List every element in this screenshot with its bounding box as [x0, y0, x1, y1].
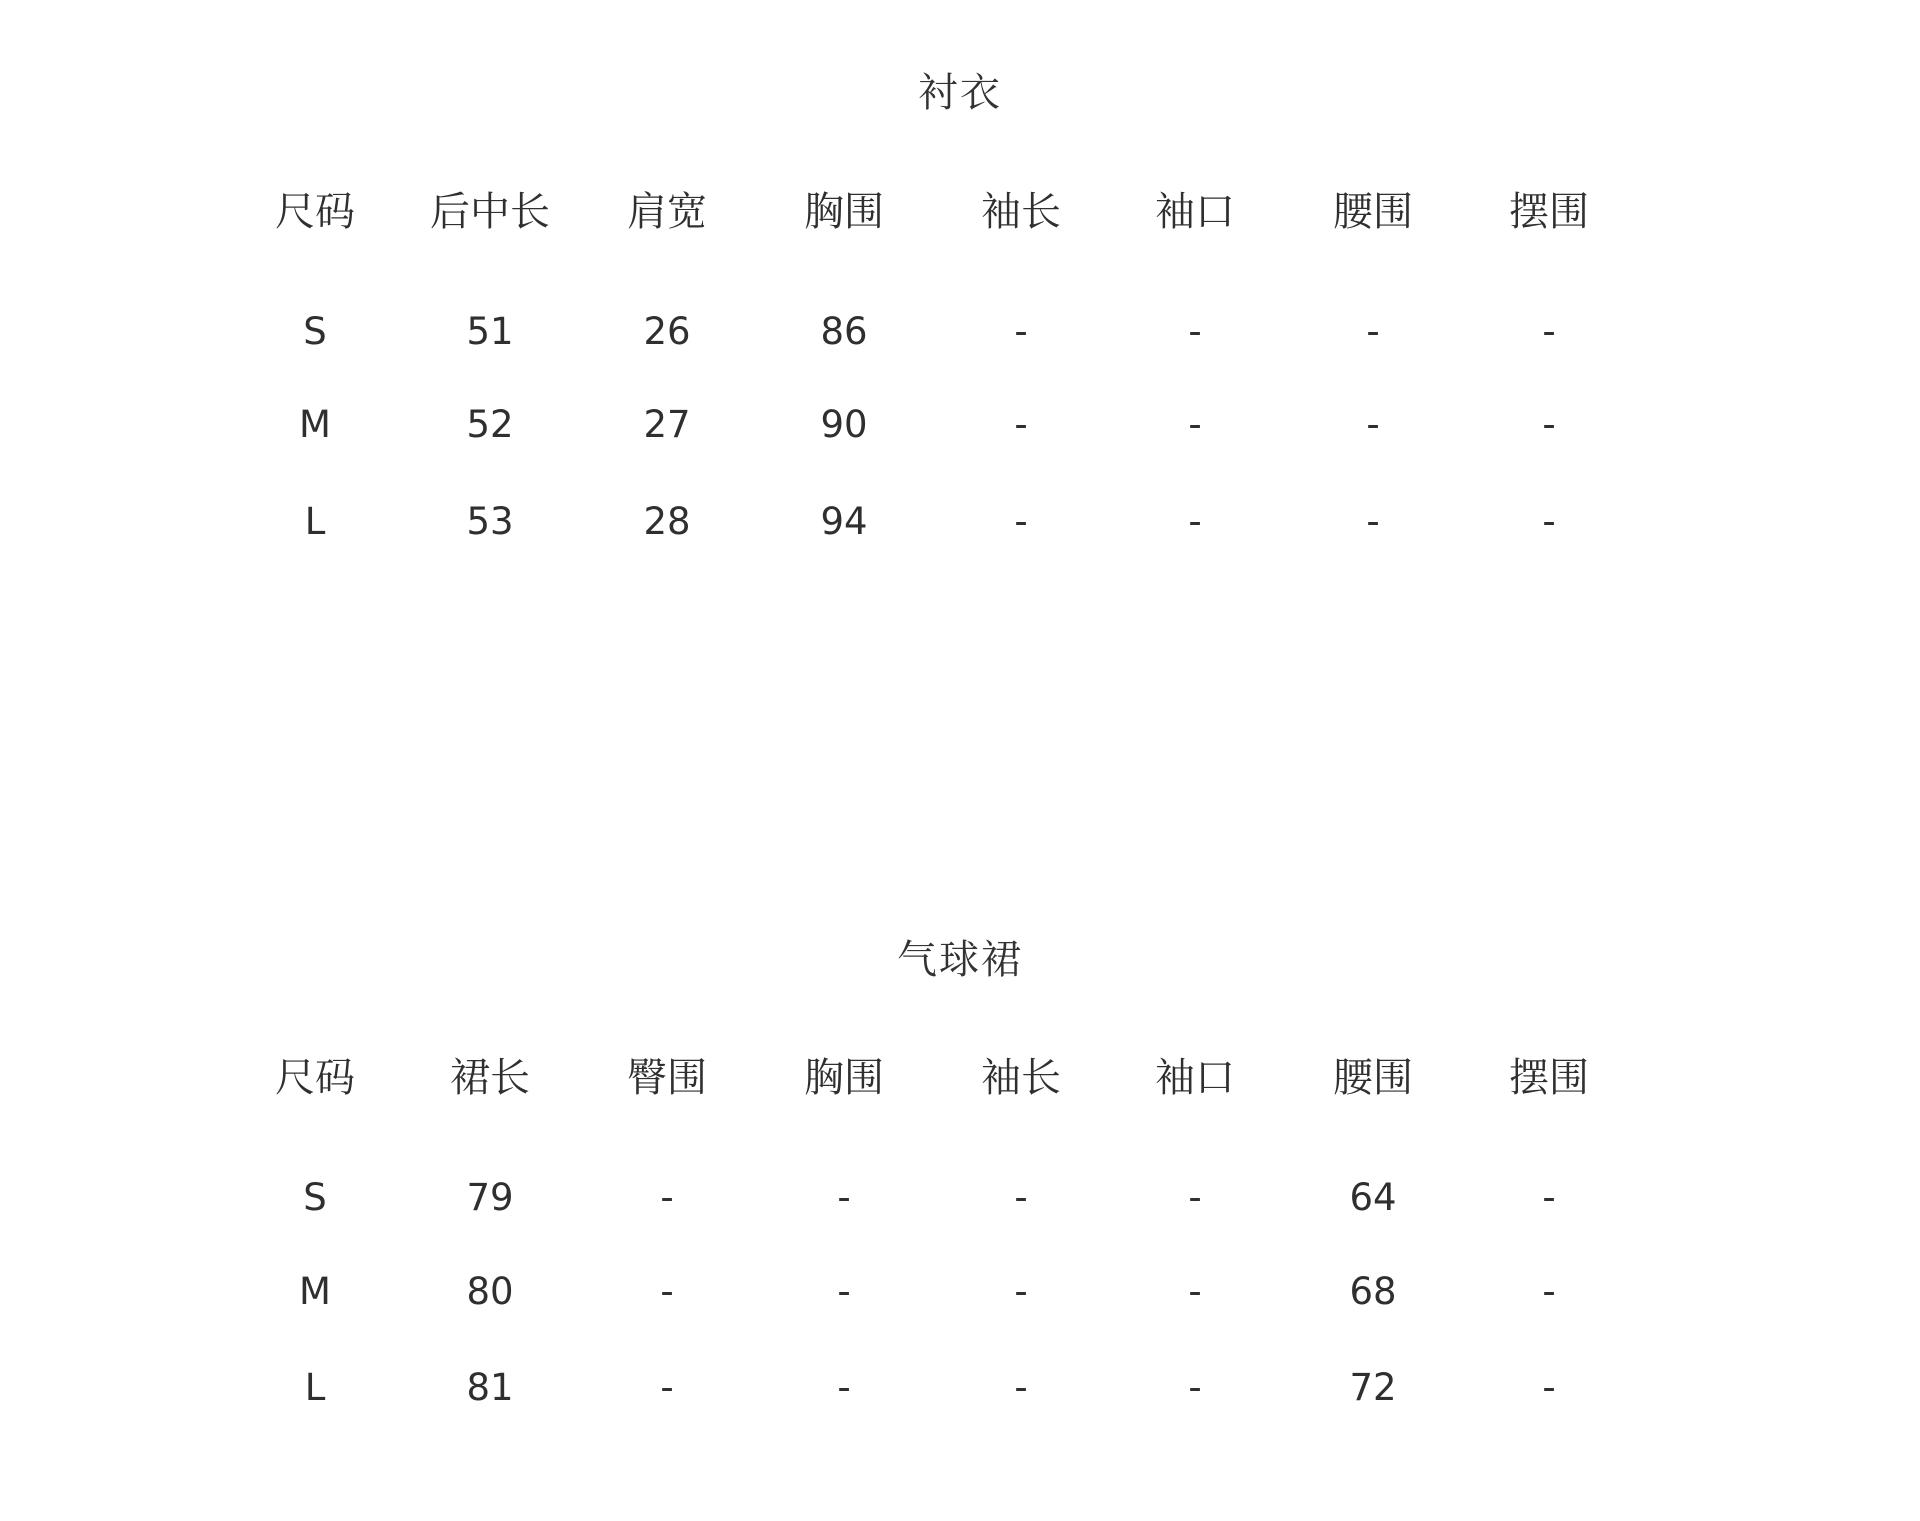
table-cell: -	[1542, 403, 1556, 446]
table-cell: 94	[820, 500, 868, 543]
header-cell: 肩宽	[627, 189, 707, 235]
table-cell: -	[1542, 500, 1556, 543]
table-cell: -	[660, 1176, 674, 1219]
table-cell: -	[1188, 1270, 1202, 1313]
table-row	[0, 1168, 1920, 1228]
table-cell: -	[837, 1366, 851, 1409]
table-cell: S	[303, 1176, 327, 1219]
table-cell: -	[660, 1366, 674, 1409]
table-cell: 86	[820, 310, 868, 353]
header-cell: 臀围	[627, 1055, 707, 1101]
table-cell: M	[299, 403, 331, 446]
table-cell: 53	[466, 500, 514, 543]
table-cell: -	[1366, 500, 1380, 543]
table-header-row	[0, 1048, 1920, 1108]
table-cell: -	[837, 1176, 851, 1219]
table-cell: L	[304, 500, 326, 543]
table-cell: 26	[643, 310, 691, 353]
table-header-row	[0, 182, 1920, 242]
table-row	[0, 492, 1920, 552]
table-cell: 27	[643, 403, 691, 446]
table-row	[0, 395, 1920, 455]
table-cell: 64	[1349, 1176, 1397, 1219]
table-cell: -	[1014, 500, 1028, 543]
header-cell: 摆围	[1509, 1055, 1589, 1101]
table-cell: -	[1014, 310, 1028, 353]
header-cell: 尺码	[275, 189, 355, 235]
table-cell: -	[1188, 403, 1202, 446]
table-cell: -	[660, 1270, 674, 1313]
header-cell: 腰围	[1333, 1055, 1413, 1101]
table-cell: 28	[643, 500, 691, 543]
table-cell: -	[1188, 310, 1202, 353]
table-cell: 80	[466, 1270, 514, 1313]
table-title: 气球裙	[897, 937, 1023, 983]
header-cell: 胸围	[804, 1055, 884, 1101]
table-cell: -	[1366, 310, 1380, 353]
table-cell: 68	[1349, 1270, 1397, 1313]
table-cell: 52	[466, 403, 514, 446]
table-cell: -	[1542, 1176, 1556, 1219]
header-cell: 胸围	[804, 189, 884, 235]
table-cell: M	[299, 1270, 331, 1313]
table-cell: 81	[466, 1366, 514, 1409]
table-cell: -	[1014, 1270, 1028, 1313]
table-row	[0, 1358, 1920, 1418]
header-cell: 袖口	[1155, 189, 1235, 235]
table-cell: -	[1366, 403, 1380, 446]
table-cell: -	[1014, 1366, 1028, 1409]
header-cell: 袖长	[981, 189, 1061, 235]
table-cell: -	[1188, 1176, 1202, 1219]
table-cell: S	[303, 310, 327, 353]
table-cell: 79	[466, 1176, 514, 1219]
table-cell: -	[1188, 1366, 1202, 1409]
table-cell: 72	[1349, 1366, 1397, 1409]
header-cell: 摆围	[1509, 189, 1589, 235]
table-title: 衬衣	[918, 70, 1002, 116]
table-cell: 90	[820, 403, 868, 446]
table-cell: -	[1014, 403, 1028, 446]
table-cell: 51	[466, 310, 514, 353]
header-cell: 袖口	[1155, 1055, 1235, 1101]
table-row	[0, 302, 1920, 362]
table-cell: -	[1542, 1270, 1556, 1313]
table-cell: -	[1542, 310, 1556, 353]
header-cell: 裙长	[450, 1055, 530, 1101]
header-cell: 尺码	[275, 1055, 355, 1101]
table-cell: L	[304, 1366, 326, 1409]
header-cell: 腰围	[1333, 189, 1413, 235]
header-cell: 袖长	[981, 1055, 1061, 1101]
table-cell: -	[1542, 1366, 1556, 1409]
table-cell: -	[1188, 500, 1202, 543]
table-cell: -	[1014, 1176, 1028, 1219]
table-row	[0, 1262, 1920, 1322]
table-cell: -	[837, 1270, 851, 1313]
header-cell: 后中长	[430, 189, 550, 235]
